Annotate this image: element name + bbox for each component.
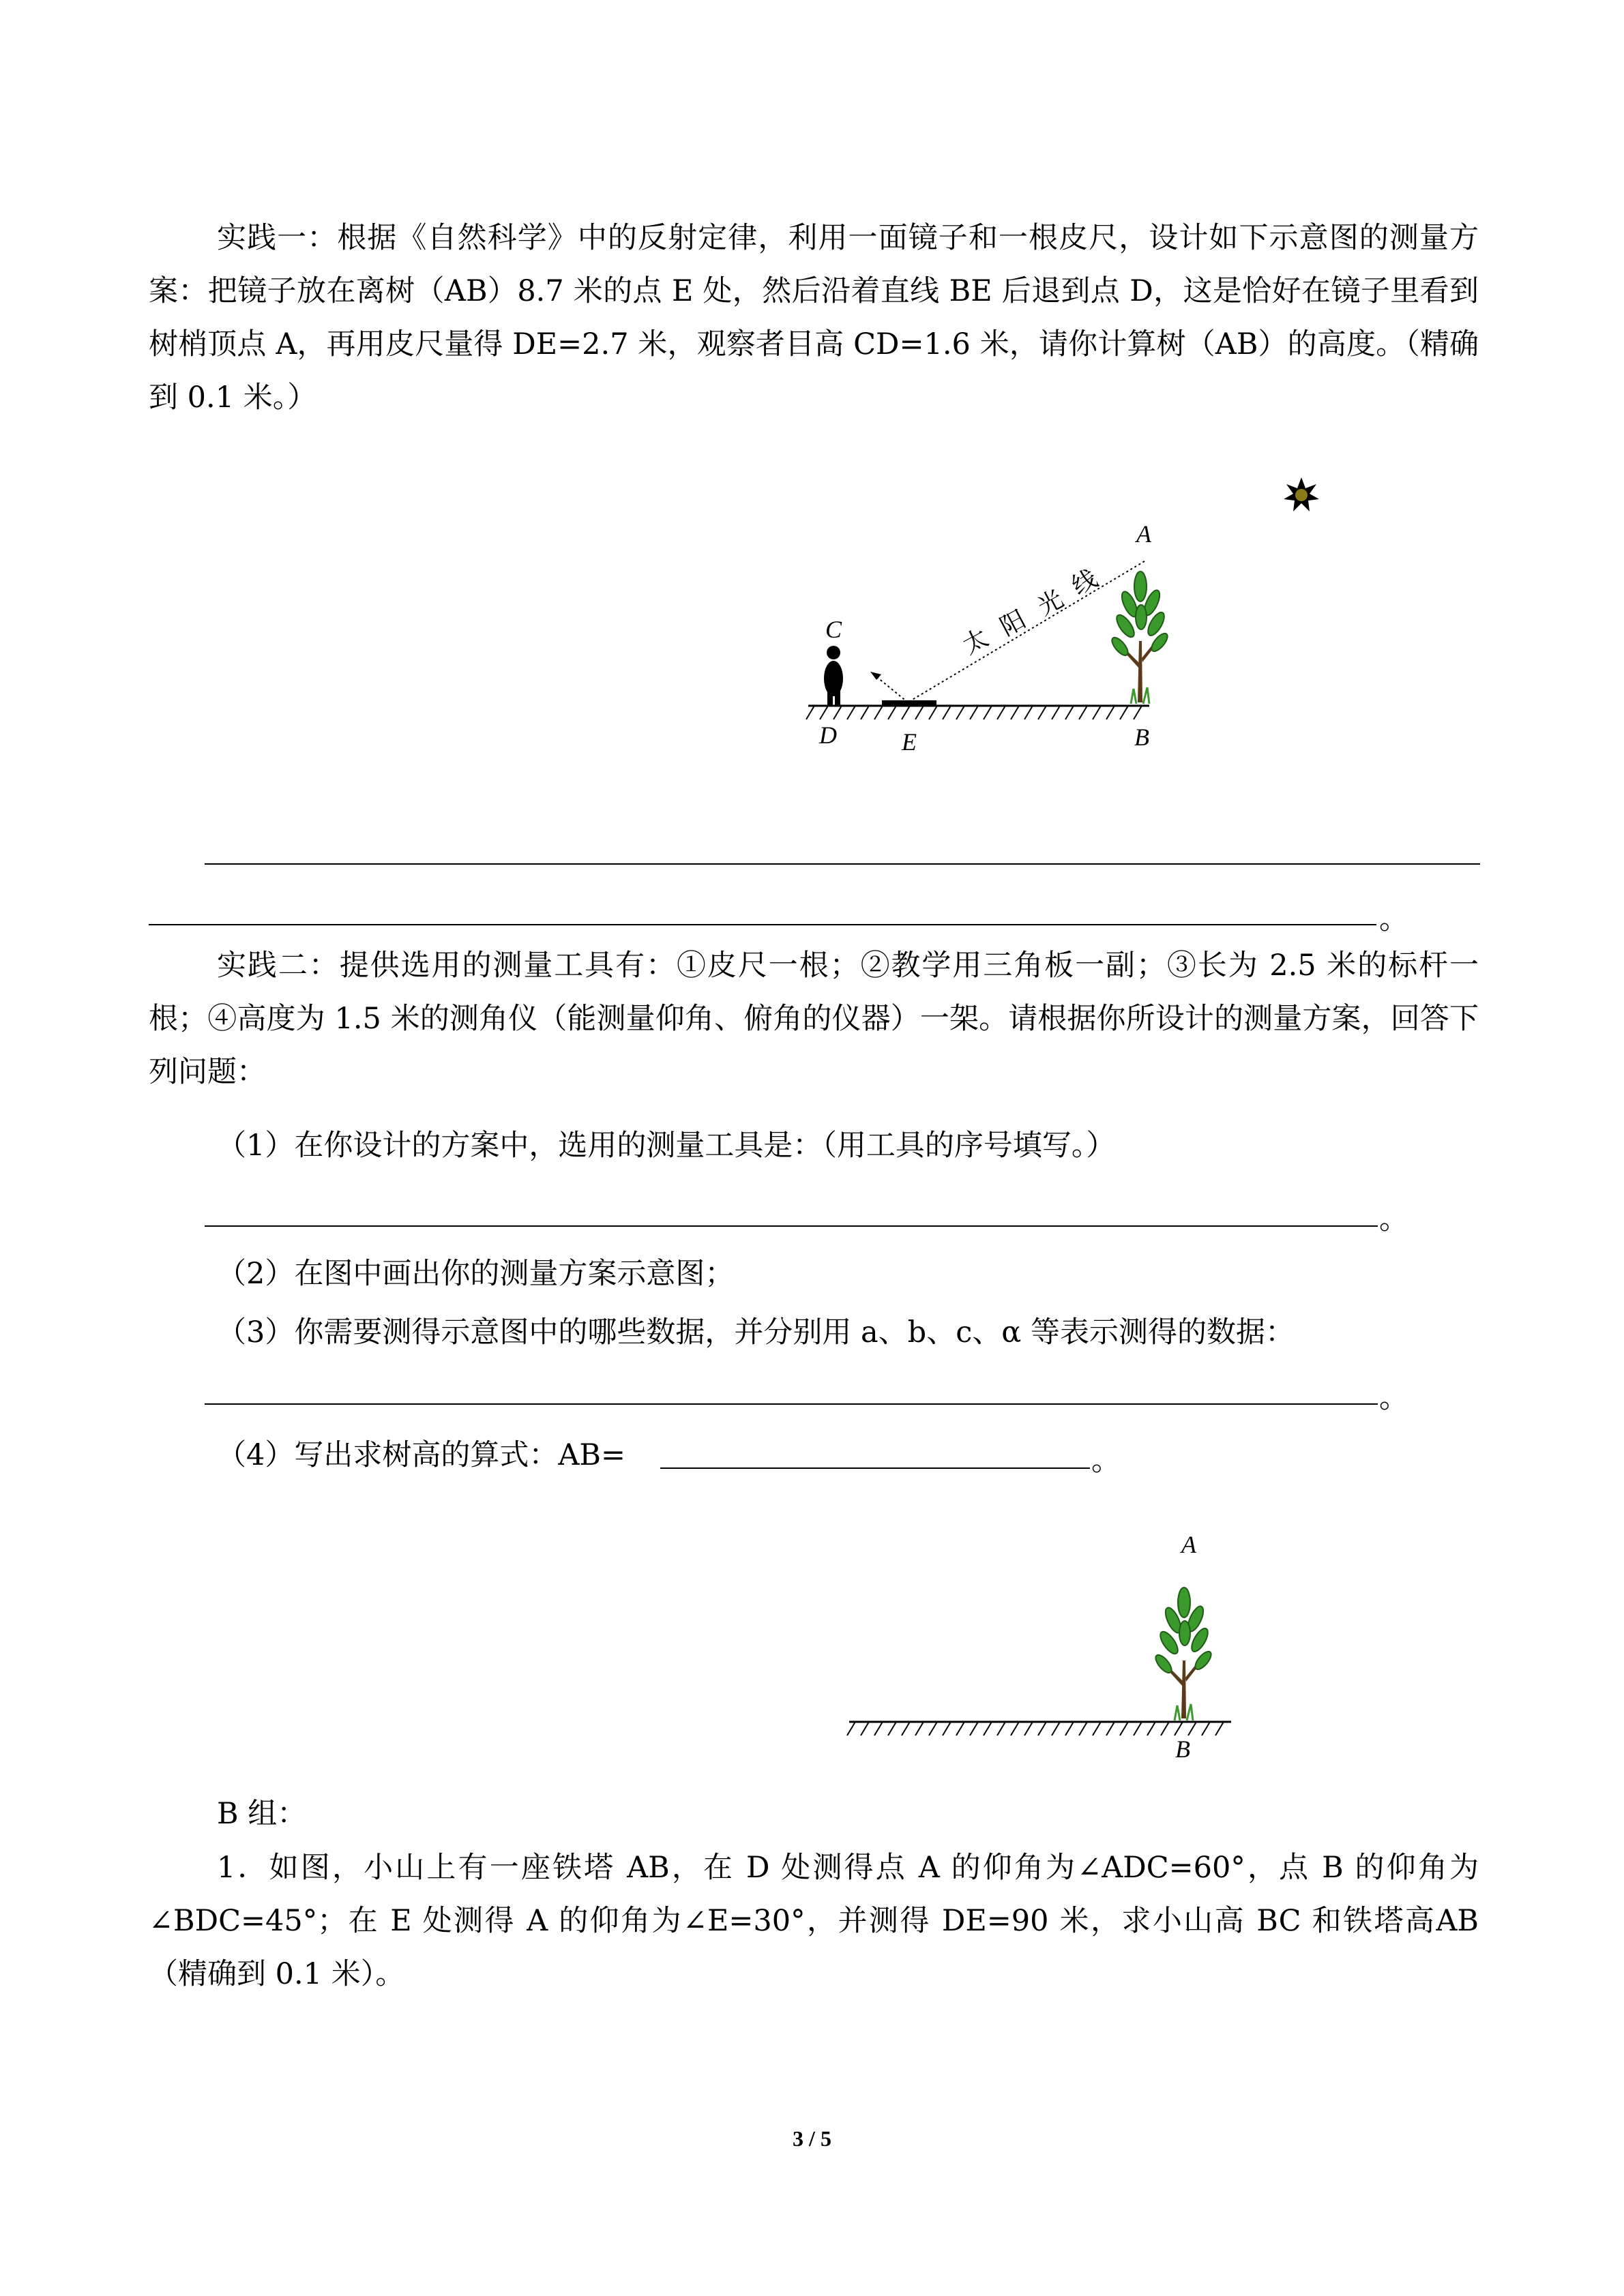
label-a: A (1136, 520, 1151, 548)
ray-char-4: 线 (1067, 564, 1103, 601)
answer-line-q3[interactable] (205, 1403, 1378, 1405)
answer-line-q3-end: 。 (1379, 1381, 1408, 1415)
tree-icon (1109, 571, 1170, 704)
mirror-measurement-figure (805, 471, 1337, 771)
group-b-heading: B 组： (217, 1797, 307, 1831)
label-e: E (902, 728, 917, 756)
tree-figure (846, 1524, 1255, 1770)
page-number: 3 / 5 (793, 2126, 831, 2151)
label-b: B (1134, 724, 1149, 751)
label-c: C (825, 616, 842, 643)
reflected-ray (874, 674, 908, 702)
ray-arrow-icon (870, 672, 881, 680)
group-b-problem-1: 1．如图，小山上有一座铁塔 AB，在 D 处测得点 A 的仰角为∠ADC=60°，点 B 的仰角为∠BDC=45°；在 E 处测得 A 的仰角为∠E=30°，并测得 DE=90 米，求小山高 BC 和铁塔高AB（精确到 0.1 米）。 (149, 1851, 1479, 1991)
question-4: （4）写出求树高的算式：AB= (217, 1438, 626, 1472)
answer-line-q4[interactable] (660, 1467, 1090, 1469)
label-d: D (819, 721, 837, 749)
answer-line-q4-end: 。 (1091, 1444, 1121, 1478)
ray-char-1: 太 (958, 623, 994, 660)
label-b-2: B (1175, 1735, 1190, 1763)
tree-icon-2 (1153, 1587, 1213, 1720)
ray-char-2: 阳 (995, 605, 1031, 642)
sun-icon (1284, 477, 1319, 511)
question-2: （2）在图中画出你的测量方案示意图； (217, 1257, 735, 1291)
ground-hatch-2 (847, 1722, 1224, 1735)
answer-line-1[interactable] (205, 863, 1480, 865)
answer-line-q1[interactable] (205, 1225, 1378, 1227)
question-3: （3）你需要测得示意图中的哪些数据，并分别用 a、b、c、α 等表示测得的数据： (217, 1315, 1295, 1350)
ground-hatch (806, 706, 1142, 719)
label-a-2: A (1181, 1531, 1196, 1558)
person-icon (824, 646, 843, 706)
practice2-intro: 实践二：提供选用的测量工具有：①皮尺一根；②教学用三角板一副；③长为 2.5 米的标杆一根；④高度为 1.5 米的测角仪（能测量仰角、俯角的仪器）一架。请根据你所设计的测量方案，回答下列问题： (149, 949, 1479, 1089)
answer-line-2-end: 。 (1379, 902, 1408, 936)
answer-line-2[interactable] (149, 924, 1376, 925)
answer-line-q1-end: 。 (1379, 1202, 1408, 1236)
question-1: （1）在你设计的方案中，选用的测量工具是：（用工具的序号填写。） (217, 1129, 1116, 1163)
practice1-text: 实践一：根据《自然科学》中的反射定律，利用一面镜子和一根皮尺，设计如下示意图的测量方案：把镜子放在离树（AB）8.7 米的点 E 处，然后沿着直线 BE 后退到点 D，这是恰好在镜子里看到树梢顶点 A，再用皮尺量得 DE=2.7 米，观察者目高 CD=1.6 米，请你计算树（AB）的高度。（精确到 0.1 米。） (149, 221, 1479, 415)
ray-char-3: 光 (1033, 584, 1069, 621)
